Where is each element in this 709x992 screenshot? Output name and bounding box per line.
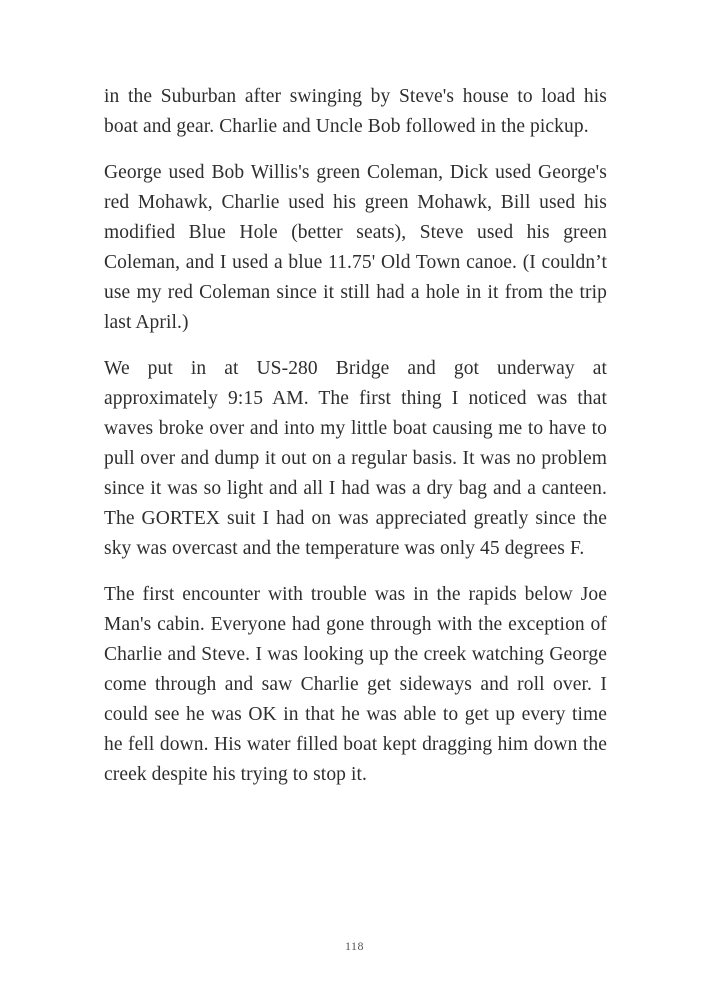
paragraph-2: George used Bob Willis's green Coleman, Dick used George's red Mohawk, Charlie used his green Mohawk, Bill used his modified Blue Hole (better seats), Steve used his green Coleman, and I used a blue 11.75' Old Town canoe. (I couldn’t use my red Coleman since it still had a hole in it from the trip last April.) xyxy=(104,162,607,333)
paragraph-3: We put in at US-280 Bridge and got underway at approximately 9:15 AM. The first thing I noticed was that waves broke over and into my little boat causing me to have to pull over and dump it out on a regular basis. It was no problem since it was so light and all I had was a dry bag and a canteen. The GORTEX suit I had on was appreciated greatly since the sky was overcast and the temperature was only 45 degrees F. xyxy=(104,358,607,559)
paragraph-1: in the Suburban after swinging by Steve's house to load his boat and gear. Charlie and Uncle Bob followed in the pickup. xyxy=(104,86,607,137)
page-number: 118 xyxy=(344,939,365,953)
paragraph-4: The first encounter with trouble was in the rapids below Joe Man's cabin. Everyone had gone through with the exception of Charlie and Steve. I was looking up the creek watching George come through and saw Charlie get sideways and roll over. I could see he was OK in that he was able to get up every time he fell down. His water filled boat kept dragging him down the creek despite his trying to stop it. xyxy=(104,584,607,785)
page-content xyxy=(104,82,607,806)
